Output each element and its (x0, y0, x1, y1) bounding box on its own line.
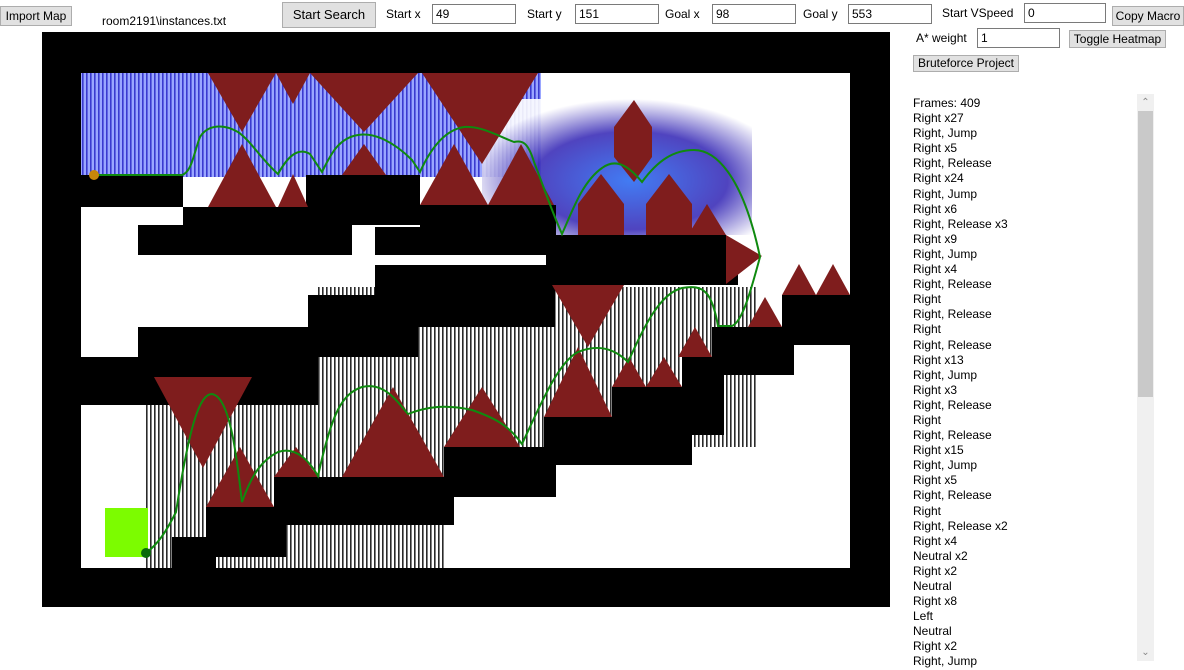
step-item: Right x15 (913, 443, 964, 458)
start-x-label: Start x (386, 7, 421, 21)
step-item: Right x4 (913, 262, 958, 277)
goal-y-label: Goal y (803, 7, 838, 21)
step-item: Right x2 (913, 639, 958, 654)
step-item: Right x27 (913, 111, 964, 126)
step-item: Right, Jump (913, 458, 978, 473)
file-name-label: room2191\instances.txt (102, 14, 227, 28)
step-item: Right x13 (913, 352, 964, 367)
step-item: Right, Release (913, 488, 992, 503)
toggle-heatmap-button[interactable]: Toggle Heatmap (1069, 30, 1166, 48)
frames-count: Frames: 409 (913, 96, 981, 110)
result-list (913, 96, 1133, 669)
map-canvas[interactable] (42, 32, 890, 607)
step-item: Neutral (913, 579, 952, 593)
start-y-input[interactable]: 151 (575, 4, 659, 24)
goal-y-input[interactable]: 553 (848, 4, 932, 24)
step-item: Right, Jump (913, 654, 978, 669)
step-item: Right, Release x2 (913, 518, 1008, 533)
start-x-input[interactable]: 49 (432, 4, 516, 24)
chevron-up-icon[interactable]: ⌃ (1141, 97, 1150, 108)
scrollbar-thumb[interactable] (1138, 111, 1153, 397)
step-item: Right x4 (913, 533, 958, 548)
step-item: Right (913, 292, 942, 307)
result-scrollbar[interactable] (1137, 94, 1154, 661)
step-item: Right, Release x3 (913, 216, 1008, 231)
step-item: Right, Jump (913, 367, 978, 382)
end-marker (141, 548, 151, 558)
goal-x-label: Goal x (665, 7, 700, 21)
goal-x-input[interactable]: 98 (712, 4, 796, 24)
step-item: Right (913, 503, 942, 518)
copy-macro-button[interactable]: Copy Macro (1112, 6, 1184, 26)
step-item: Right x5 (913, 141, 958, 156)
start-vspeed-label: Start VSpeed (942, 6, 1014, 20)
step-item: Right x3 (913, 382, 958, 397)
step-item: Right, Release (913, 277, 992, 292)
step-item: Right, Jump (913, 246, 978, 261)
import-map-button[interactable]: Import Map (0, 6, 72, 26)
step-item: Right x2 (913, 563, 958, 578)
step-item: Right, Jump (913, 126, 978, 141)
step-item: Right x6 (913, 201, 958, 216)
step-item: Right x9 (913, 231, 958, 246)
astar-weight-input[interactable]: 1 (977, 28, 1060, 48)
goal-zone (105, 508, 148, 557)
step-item: Right, Release (913, 156, 992, 171)
astar-weight-label: A* weight (916, 31, 967, 45)
step-item: Right, Release (913, 337, 992, 352)
step-item: Neutral x2 (913, 548, 968, 563)
start-marker (89, 170, 99, 180)
step-item: Neutral (913, 624, 952, 639)
step-item: Right, Jump (913, 186, 978, 201)
start-y-label: Start y (527, 7, 562, 21)
step-item: Left (913, 609, 934, 624)
step-item: Right, Release (913, 397, 992, 412)
bruteforce-project-button[interactable]: Bruteforce Project (913, 55, 1019, 72)
step-item: Right (913, 322, 942, 337)
step-item: Right (913, 412, 942, 427)
chevron-down-icon[interactable]: ⌄ (1141, 647, 1150, 658)
step-item: Right, Release (913, 428, 992, 443)
start-search-button[interactable]: Start Search (282, 2, 376, 28)
step-item: Right, Release (913, 307, 992, 322)
step-item: Right x24 (913, 171, 964, 186)
step-item: Right x8 (913, 594, 958, 609)
start-vspeed-input[interactable]: 0 (1024, 3, 1106, 23)
step-item: Right x5 (913, 473, 958, 488)
